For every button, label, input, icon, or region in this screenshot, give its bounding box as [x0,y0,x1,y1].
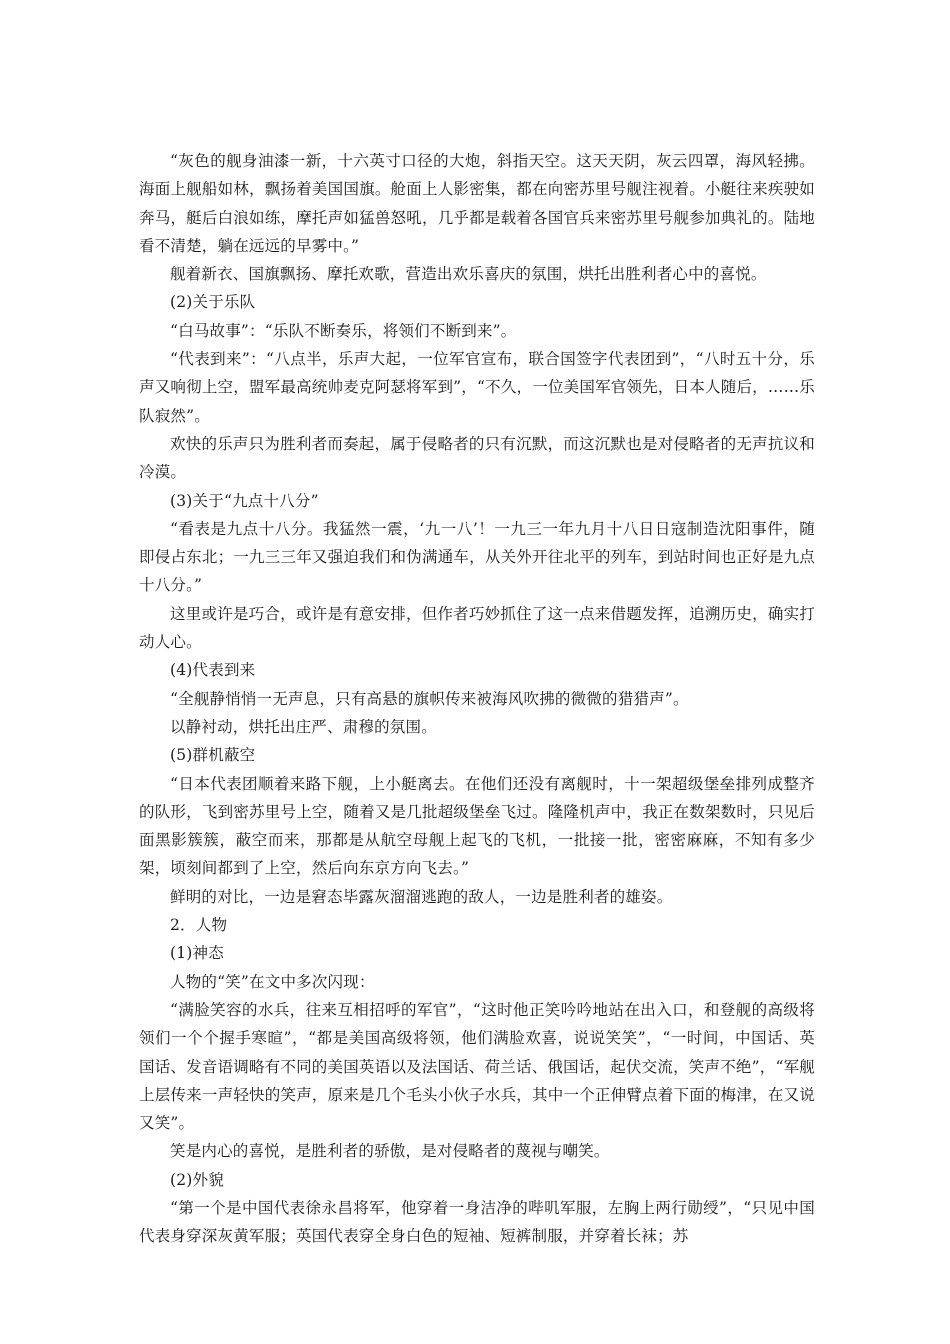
paragraph-silence-quote: “全舰静悄悄一无声息，只有高悬的旗帜传来被海风吹拂的微微的猎猎声”。 [170,689,689,708]
heading-expression: (1)神态 [170,944,224,963]
paragraph-planes-quote: “日本代表团顺着来路下舰，上小艇离去。在他们还没有离舰时，十一架超级堡垒排列成整齐的队形，飞到密苏里号上空，随着又是几批超级堡垒飞过。隆隆机声中，我正在数架数时，只见后面黑影簇簇，蔽空而来，那都是从航空母舰上起飞的飞机，一批接一批，密密麻麻，不知有多少架，顷刻间都到了上空，然后向东京方向飞去。” [139,774,815,878]
heading-characters: 2．人物 [170,916,228,935]
paragraph-smile-intro: 人物的“笑”在文中多次闪现： [170,972,375,991]
paragraph-smile-quotes: “满脸笑容的水兵，往来互相招呼的军官”，“这时他正笑吟吟地站在出入口，和登舰的高级将领们一个个握手寒暄”，“都是美国高级将领，他们满脸欢喜，说说笑笑”，“一时间，中国话、英国话、发音语调略有不同的美国英语以及法国话、荷兰话、俄国话，起伏交流，笑声不绝”，“军舰上层传来一声轻快的笑声，原来是几个毛头小伙子水兵，其中一个正伸臂点着下面的梅津，在又说又笑”。 [139,1000,815,1133]
heading-planes: (5)群机蔽空 [170,746,256,765]
heading-appearance: (2)外貌 [170,1170,224,1189]
document-page [139,147,815,1251]
paragraph-planes-analysis: 鲜明的对比，一边是窘态毕露灰溜溜逃跑的敌人，一边是胜利者的雄姿。 [170,887,673,906]
paragraph-band-quote-1: “白马故事”：“乐队不断奏乐，将领们不断到来”。 [170,321,517,340]
paragraph-band-analysis: 欢快的乐声只为胜利者而奏起，属于侵略者的只有沉默，而这沉默也是对侵略者的无声抗议和冷漠。 [139,434,815,482]
paragraph-nine-eighteen-quote: “看表是九点十八分。我猛然一震，‘九一八’！一九三一年九月十八日日寇制造沈阳事件，随即侵占东北；一九三三年又强迫我们和伪满通车，从关外开往北平的列车，到站时间也正好是九点十八分。” [139,519,815,595]
paragraph-band-quote-2: “代表到来”：“八点半，乐声大起，一位军官宣布，联合国签字代表团到”，“八时五十分，乐声又响彻上空，盟军最高统帅麦克阿瑟将军到”，“不久，一位美国军官领先，日本人随后，……乐队寂然”。 [139,350,815,425]
paragraph-warship-description: “灰色的舰身油漆一新，十六英寸口径的大炮，斜指天空。这天天阴，灰云四罩，海风轻拂。海面上舰船如林，飘扬着美国国旗。舱面上人影密集，都在向密苏里号舰注视着。小艇往来疾驶如奔马，艇后白浪如练，摩托声如猛兽怒吼，几乎都是载着各国官兵来密苏里号舰参加典礼的。陆地看不清楚，躺在远远的早雾中。” [139,152,815,255]
heading-delegates-arrive: (4)代表到来 [170,661,256,680]
heading-nine-eighteen: (3)关于“九点十八分” [170,491,319,510]
paragraph-silence-analysis: 以静衬动，烘托出庄严、肃穆的氛围。 [170,717,437,736]
paragraph-nine-eighteen-analysis: 这里或许是巧合，或许是有意安排，但作者巧妙抓住了这一点来借题发挥，追溯历史，确实打动人心。 [139,604,815,652]
paragraph-smile-analysis: 笑是内心的喜悦，是胜利者的骄傲，是对侵略者的蔑视与嘲笑。 [170,1142,610,1161]
paragraph-appearance-quote: “第一个是中国代表徐永昌将军，他穿着一身洁净的哔叽军服，左胸上两行勋绶”，“只见中国代表身穿深灰黄军服；英国代表穿全身白色的短袖、短裤制服，并穿着长袜；苏 [139,1198,815,1246]
paragraph-atmosphere-analysis: 舰着新衣、国旗飘扬、摩托欢歌，营造出欢乐喜庆的氛围，烘托出胜利者心中的喜悦。 [170,265,767,284]
heading-band: (2)关于乐队 [170,293,256,312]
